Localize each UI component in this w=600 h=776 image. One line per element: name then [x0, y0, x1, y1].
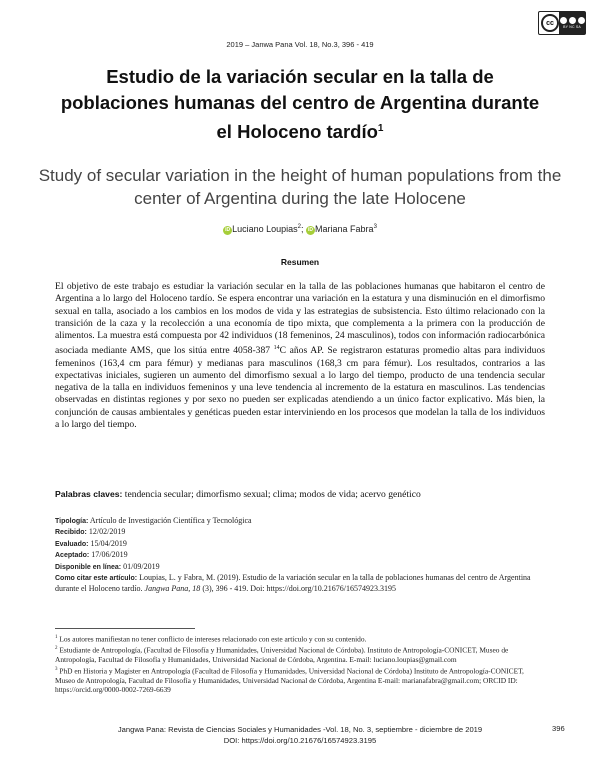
- cc-labels: BY NC SA: [563, 25, 581, 29]
- meta-disponible: Disponible en línea: 01/09/2019: [55, 561, 160, 571]
- page-footer: [0, 724, 600, 746]
- footnote-divider: [55, 628, 195, 629]
- abstract-heading: Resumen: [280, 257, 320, 267]
- orcid-icon[interactable]: iD: [225, 227, 231, 233]
- article-metadata: [55, 516, 545, 595]
- footnote: $^3$ PhD en Historia y Magister en Antropología (Facultad de Filosofía y Humanidades, Universidad Nacional de Córdoba) Instituto de Antropología-CONICET, Museo de Antropología, Facultad de Filosofía y Humanidades, Universidad Nacional de Córdoba, Argentina E-mail: marianafabra@gmail.com; ORCID ID: https://orcid.org/0000-0002-7269-6639: [55, 666, 524, 695]
- meta-citation: Como citar este artículo: Loupias, L. y Fabra, M. (2019). Estudio de la variación secular en la talla de poblaciones humanas del centro de Argentina durante el Holoceno tardío. Jangwa Pana, 18 (3), 396 - 419. Doi: https://doi.org/10.21676/16574923.3195: [55, 573, 531, 594]
- meta-evaluado: Evaluado: 15/04/2019: [55, 538, 127, 548]
- keywords: [55, 489, 545, 500]
- meta-aceptado: Aceptado: 17/06/2019: [55, 550, 128, 560]
- footnote: $^1$ Los autores manifiestan no tener conflicto de intereses relacionado con este artículo y con su contenido.: [55, 634, 367, 644]
- authors: iD Luciano Loupias$^2$; iD Mariana Fabra$^3$: [225, 224, 377, 234]
- by-icon: [560, 17, 567, 24]
- footnotes: [55, 633, 545, 695]
- orcid-icon[interactable]: iD: [308, 227, 314, 233]
- title-spanish: Estudio de la variación secular en la talla de poblaciones humanas del centro de Argentina durante el Holoceno tardío$^1$: [60, 66, 540, 143]
- cc-icon: cc: [541, 14, 559, 32]
- footer-doi[interactable]: DOI: https://doi.org/10.21676/16574923.3195: [223, 736, 377, 745]
- title-english: Study of secular variation in the height of human populations from the center of Argentina during the late Holocene: [38, 166, 562, 208]
- meta-tipologia: Tipología: Artículo de Investigación Científica y Tecnológica: [55, 516, 252, 525]
- keywords-list: tendencia secular; dimorfismo sexual; clima; modos de vida; acervo genético: [122, 489, 421, 500]
- meta-recibido: Recibido: 12/02/2019: [55, 527, 126, 537]
- cc-conditions: [559, 12, 585, 34]
- footnote: $^2$ Estudiante de Antropología, (Facultad de Filosofía y Humanidades, Universidad Nacional de Córdoba). Instituto de Antropología-CONICET, Museo de Antropología, Facultad de Filosofía y Humanidades, Universidad Nacional de Córdoba, Argentina. E-mail: luciano.loupias@gmail.com: [55, 645, 509, 665]
- journal-header: 2019 – Janwa Pana Vol. 18, No.3, 396 - 419: [226, 40, 374, 49]
- sa-icon: [578, 17, 585, 24]
- keywords-label: Palabras claves:: [55, 489, 123, 499]
- footer-journal: Jangwa Pana: Revista de Ciencias Sociales y Humanidades -Vol. 18, No. 3, septiembre - diciembre de 2019: [117, 725, 483, 734]
- nc-icon: [569, 17, 576, 24]
- page-number: 396: [552, 724, 565, 733]
- abstract-body: El objetivo de este trabajo es estudiar la variación secular en la talla de las poblaciones humanas que habitaron el centro de Argentina a lo largo del Holoceno tardío. Se espera encontrar una variación en la estatura y una disminución en el dimorfismo sexual en talla, asociado a los cambios en los modos de vida y las estrategias de subsistencia. Esto último relacionado con la transición de la caza y la recolección a una economía de tipo mixta, que complementa a la primera con la producción de alimentos. La muestra está compuesta por 42 individuos (18 femeninos, 24 masculinos), todos con información radiocarbónica asociada mediante AMS, que los sitúa entre 4058-387 $^{14}$C años AP. Se registraron estaturas promedio altas para individuos femeninos (163,4 cm para fémur) y medianas para masculinos (168,3 cm para fémur). Los resultados, contrarios a las expectativas iniciales, sugieren un aumento del dimorfismo sexual a lo largo del tiempo, producto de una tendencia secular negativa de la talla en individuos femeninos y una leve tendencia al incremento de la estatura en masculinos. Las tendencias observadas en distintas regiones y por sexo no pueden ser explicadas atendiendo a un único factor explicativo. Más bien, la conjunción de causas ambientales y genéticas pueden estar interviniendo en los procesos que modelan la talla de los individuos a lo largo del tiempo.: [55, 281, 545, 430]
- cc-license-badge[interactable]: [538, 11, 586, 35]
- author-name: Mariana Fabra: [315, 224, 374, 234]
- author-name: Luciano Loupias: [232, 224, 298, 234]
